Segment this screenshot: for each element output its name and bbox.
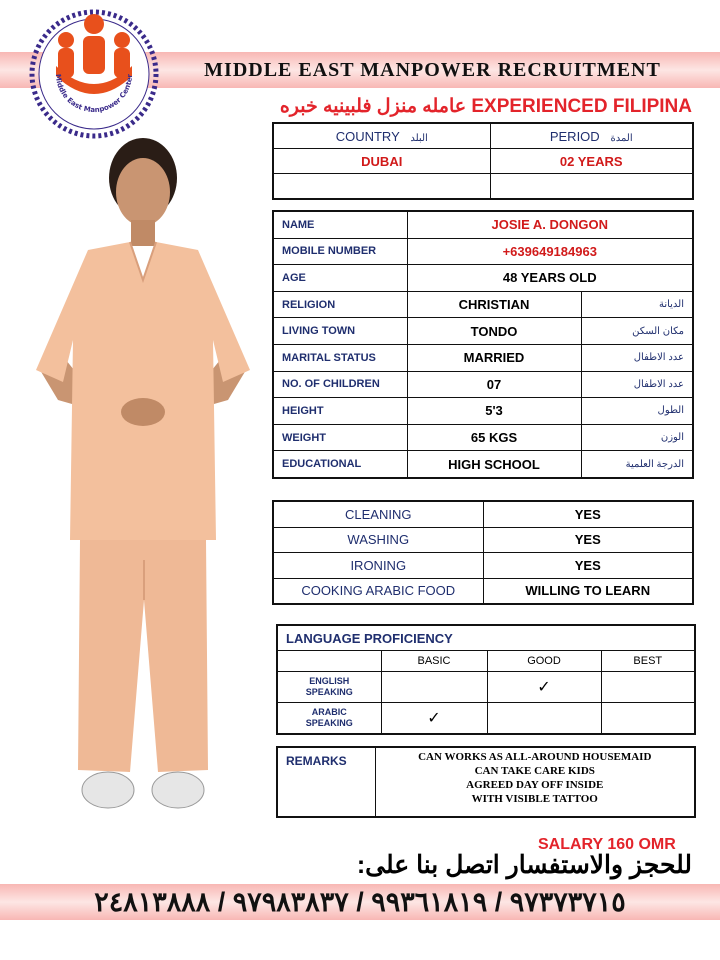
english-label-cell: [277, 672, 381, 703]
arabic-label-line1: ARABIC: [311, 707, 347, 717]
height-label-ar: الطول: [581, 398, 693, 425]
marital-label-ar: عدد الاطفال: [581, 344, 693, 371]
language-title: LANGUAGE PROFICIENCY: [277, 625, 695, 651]
remarks-table: [276, 746, 696, 818]
personal-details-table: [272, 210, 694, 479]
logo-text: Middle East Manpower Center: [53, 73, 135, 115]
country-label-cell: [273, 123, 490, 149]
table-row: [273, 265, 693, 292]
empty-cell: [277, 651, 381, 672]
education-label: EDUCATIONAL: [273, 451, 407, 478]
education-value: HIGH SCHOOL: [407, 451, 581, 478]
table-row: [273, 578, 693, 604]
skill-value: WILLING TO LEARN: [483, 578, 693, 604]
table-row: [273, 238, 693, 265]
table-row: [273, 501, 693, 527]
arabic-best-cell: [601, 703, 695, 735]
contact-text: للحجز والاستفسار اتصل بنا على:: [356, 851, 692, 879]
english-basic-cell: [381, 672, 487, 703]
job-table: [272, 122, 694, 200]
level-header: BEST: [601, 651, 695, 672]
language-table: [276, 624, 696, 735]
level-header: GOOD: [487, 651, 601, 672]
skill-label: CLEANING: [273, 501, 483, 527]
table-row: [273, 553, 693, 579]
table-row: [273, 371, 693, 398]
remarks-label: REMARKS: [277, 747, 375, 817]
children-value: 07: [407, 371, 581, 398]
english-best-cell: [601, 672, 695, 703]
religion-label-ar: الديانة: [581, 291, 693, 318]
remark-line: AGREED DAY OFF INSIDE: [466, 779, 604, 791]
children-label-ar: عدد الاطفال: [581, 371, 693, 398]
remarks-text: [375, 747, 695, 817]
country-label: COUNTRY: [335, 128, 400, 144]
english-good-check: ✓: [487, 672, 601, 703]
english-label-line1: ENGLISH: [309, 676, 350, 686]
marital-value: MARRIED: [407, 344, 581, 371]
name-value: JOSIE A. DONGON: [407, 211, 693, 238]
skill-value: YES: [483, 501, 693, 527]
skill-label: IRONING: [273, 553, 483, 579]
arabic-label-cell: [277, 703, 381, 735]
religion-value: CHRISTIAN: [407, 291, 581, 318]
mobile-label: MOBILE NUMBER: [273, 238, 407, 265]
education-label-ar: الدرجة العلمية: [581, 451, 693, 478]
age-value: 48 YEARS OLD: [407, 265, 693, 292]
candidate-photo: [18, 130, 268, 830]
weight-label: WEIGHT: [273, 424, 407, 451]
table-row: [273, 211, 693, 238]
empty-cell: [273, 174, 490, 200]
weight-value: 65 KGS: [407, 424, 581, 451]
table-row: [277, 703, 695, 735]
table-row: [273, 398, 693, 425]
salary-label: SALARY 160 OMR: [538, 836, 676, 853]
period-label-ar: المدة: [610, 132, 633, 144]
period-label: PERIOD: [549, 128, 600, 144]
profile-subtitle: عامله منزل فلبينيه خبره EXPERIENCED FILIPINA: [279, 96, 692, 117]
header-title: MIDDLE EAST MANPOWER RECRUITMENT: [204, 59, 661, 81]
height-value: 5'3: [407, 398, 581, 425]
period-value: 02 YEARS: [490, 149, 693, 174]
height-label: HEIGHT: [273, 398, 407, 425]
table-row: [273, 424, 693, 451]
level-header: BASIC: [381, 651, 487, 672]
period-label-cell: [490, 123, 693, 149]
table-row: [273, 527, 693, 553]
remark-line: CAN TAKE CARE KIDS: [474, 765, 595, 777]
mobile-value: +639649184963: [407, 238, 693, 265]
table-row: [273, 344, 693, 371]
company-logo: [26, 6, 162, 142]
table-row: [273, 451, 693, 478]
remark-line: WITH VISIBLE TATTOO: [471, 793, 598, 805]
children-label: NO. OF CHILDREN: [273, 371, 407, 398]
skill-value: YES: [483, 527, 693, 553]
skills-table: [272, 500, 694, 605]
empty-cell: [490, 174, 693, 200]
age-label: AGE: [273, 265, 407, 292]
english-label-line2: SPEAKING: [305, 687, 353, 697]
name-label: NAME: [273, 211, 407, 238]
remark-line: CAN WORKS AS ALL-AROUND HOUSEMAID: [418, 751, 652, 763]
table-row: [273, 318, 693, 345]
religion-label: RELIGION: [273, 291, 407, 318]
marital-label: MARITAL STATUS: [273, 344, 407, 371]
country-value: DUBAI: [273, 149, 490, 174]
country-label-ar: البلد: [410, 132, 428, 144]
table-row: [273, 291, 693, 318]
town-value: TONDO: [407, 318, 581, 345]
arabic-good-cell: [487, 703, 601, 735]
skill-label: COOKING ARABIC FOOD: [273, 578, 483, 604]
town-label-ar: مكان السكن: [581, 318, 693, 345]
skill-value: YES: [483, 553, 693, 579]
arabic-label-line2: SPEAKING: [305, 718, 353, 728]
table-row: [277, 672, 695, 703]
footer-phone-numbers: ٩٧٣٧٣٧١٥ / ٩٩٣٦١٨١٩ / ٩٧٩٨٣٨٣٧ / ٢٤٨١٣٨٨٨: [94, 887, 626, 917]
skill-label: WASHING: [273, 527, 483, 553]
arabic-basic-check: ✓: [381, 703, 487, 735]
weight-label-ar: الوزن: [581, 424, 693, 451]
town-label: LIVING TOWN: [273, 318, 407, 345]
